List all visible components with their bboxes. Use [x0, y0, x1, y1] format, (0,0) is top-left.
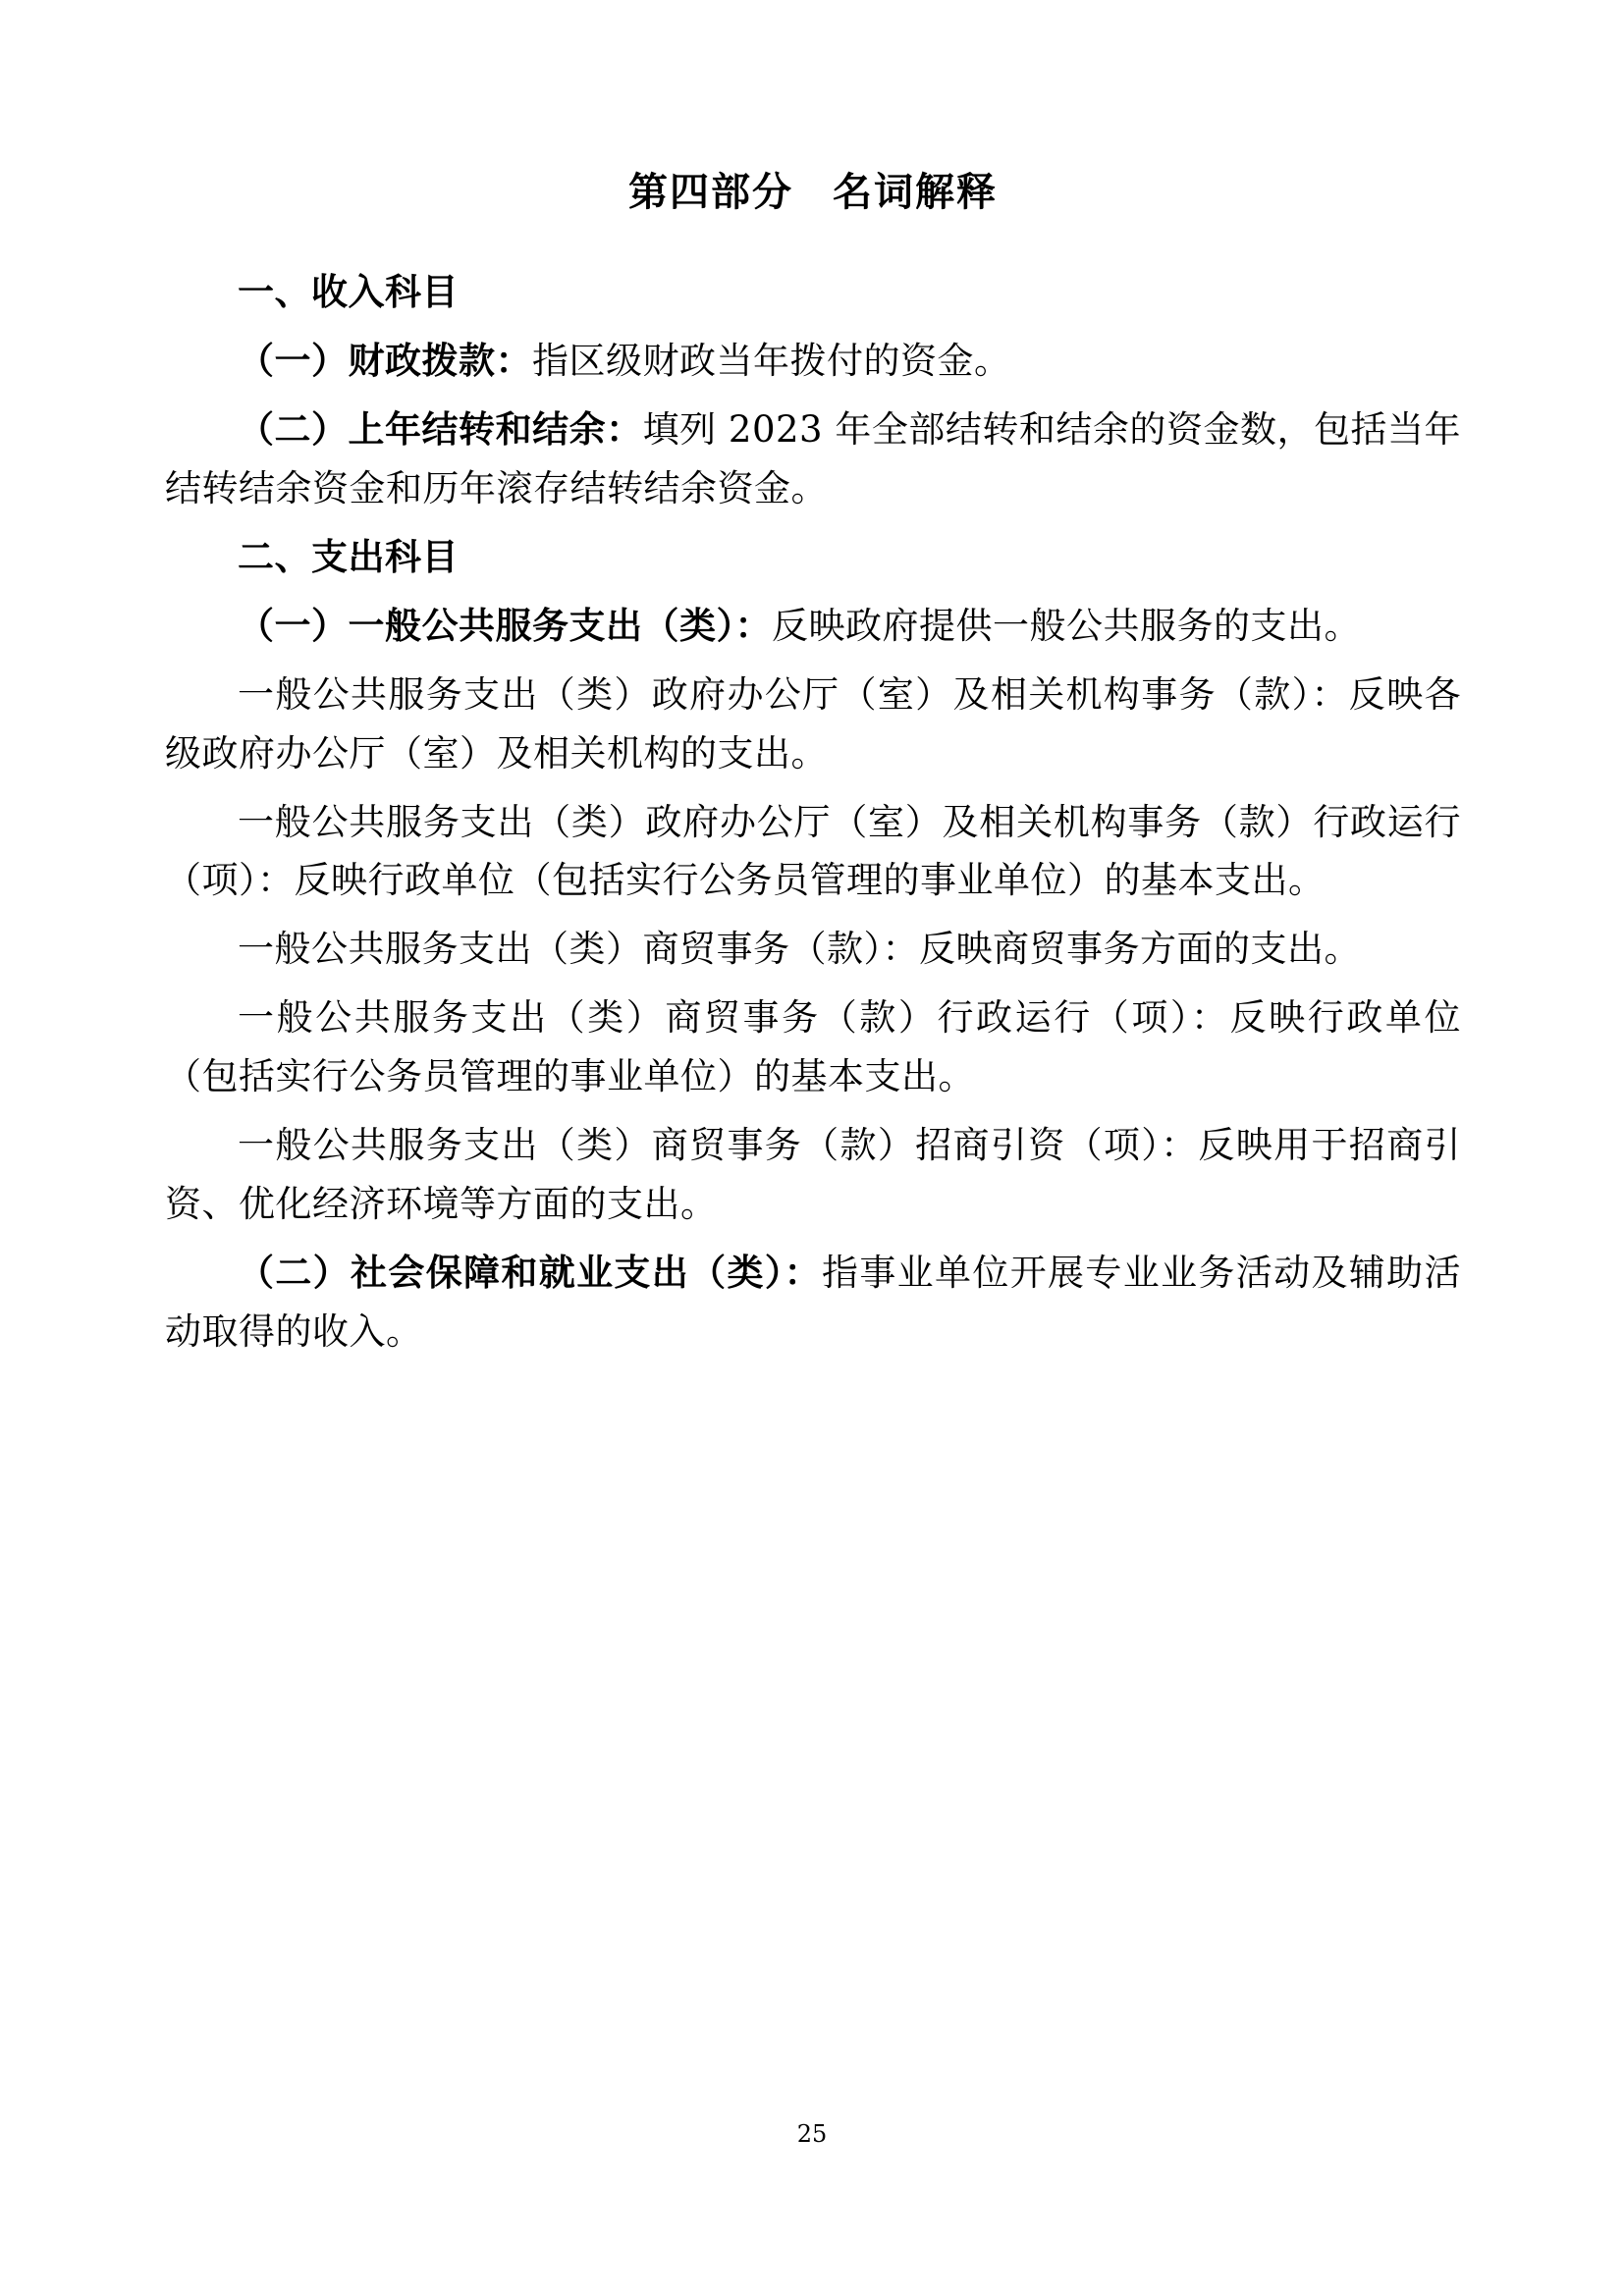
title-name-label: 名词解释 — [833, 169, 998, 215]
expenditure-detail-4-text: 一般公共服务支出（类）商贸事务（款）行政运行（项）：反映行政单位（包括实行公务员管理的事业单位）的基本支出。 — [165, 996, 1461, 1098]
page-number: 25 — [796, 2120, 828, 2148]
expenditure-item-1 — [165, 597, 1461, 656]
income-item-2 — [165, 400, 1461, 518]
expenditure-item-1-lead: （一）一般公共服务支出（类）： — [238, 603, 772, 647]
expenditure-item-2 — [165, 1244, 1461, 1362]
expenditure-detail-4 — [165, 988, 1461, 1106]
expenditure-detail-2-text: 一般公共服务支出（类）政府办公厅（室）及相关机构事务（款）行政运行（项）：反映行政单位（包括实行公务员管理的事业单位）的基本支出。 — [165, 800, 1461, 902]
expenditure-detail-5 — [165, 1116, 1461, 1234]
income-item-2-text: 填列 2023 年全部结转和结余的资金数，包括当年结转结余资金和历年滚存结转结余资金。 — [165, 407, 1462, 509]
section-heading-expenditure-text: 二、支出科目 — [238, 534, 459, 578]
expenditure-detail-5-text: 一般公共服务支出（类）商贸事务（款）招商引资（项）：反映用于招商引资、优化经济环境等方面的支出。 — [165, 1124, 1461, 1226]
expenditure-detail-1-text: 一般公共服务支出（类）政府办公厅（室）及相关机构事务（款）：反映各级政府办公厅（室）及相关机构的支出。 — [165, 672, 1461, 774]
expenditure-item-1-text: 反映政府提供一般公共服务的支出。 — [772, 604, 1361, 647]
expenditure-detail-3-text: 一般公共服务支出（类）商贸事务（款）：反映商贸事务方面的支出。 — [238, 928, 1361, 971]
document-body — [165, 165, 1461, 1371]
income-item-1-lead: （一）财政拨款： — [238, 338, 532, 382]
expenditure-detail-2 — [165, 793, 1461, 911]
expenditure-detail-3 — [165, 920, 1461, 979]
expenditure-item-2-lead: （二）社会保障和就业支出（类）： — [238, 1251, 822, 1295]
section-heading-expenditure — [165, 528, 1461, 587]
page-title — [165, 165, 1461, 220]
income-item-2-lead: （二）上年结转和结余： — [238, 406, 643, 451]
income-item-1-text: 指区级财政当年拨付的资金。 — [532, 339, 1011, 382]
section-heading-income — [165, 263, 1461, 322]
expenditure-item-2-text: 指事业单位开展专业业务活动及辅助活动取得的收入。 — [165, 1252, 1461, 1353]
income-item-1 — [165, 332, 1461, 391]
expenditure-detail-1 — [165, 666, 1461, 783]
title-part-label: 第四部分 — [628, 169, 793, 215]
section-heading-income-text: 一、收入科目 — [238, 270, 459, 313]
